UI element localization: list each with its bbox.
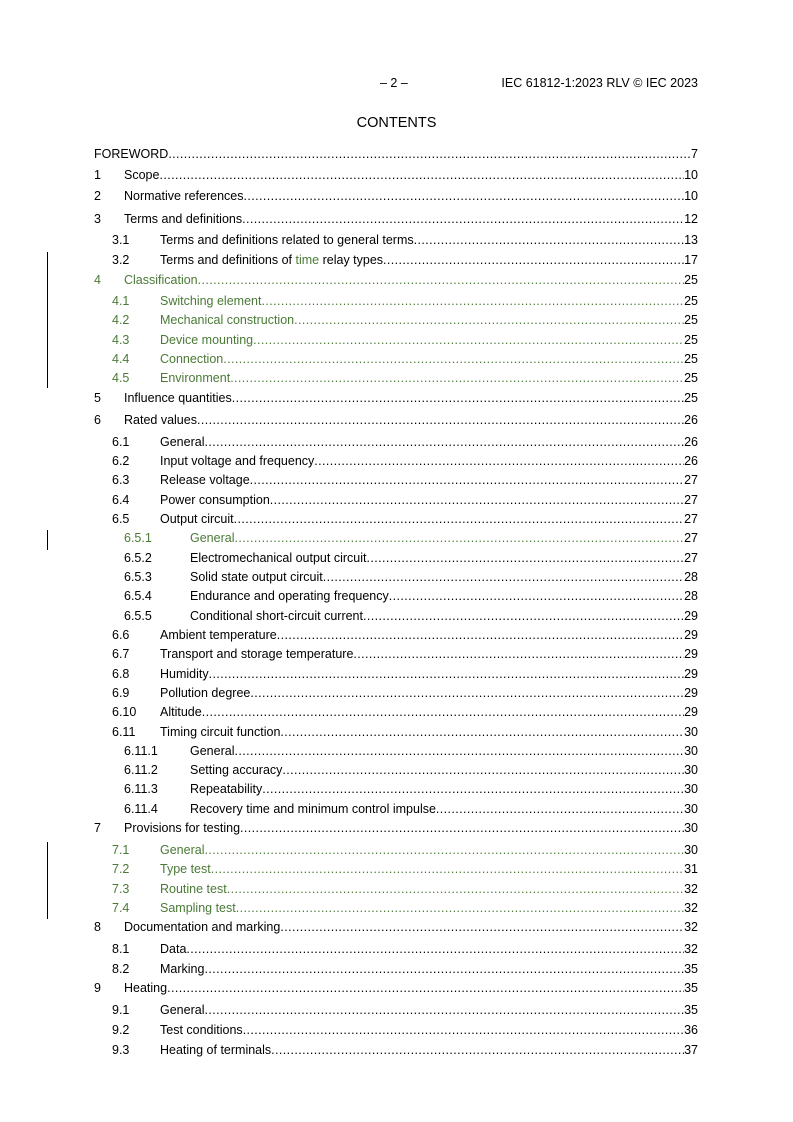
leader-dots — [414, 231, 684, 249]
toc-entry[interactable] — [94, 880, 698, 898]
leader-dots — [234, 529, 684, 547]
toc-entry-title: Recovery time and minimum control impulse — [190, 802, 436, 816]
leader-dots — [253, 331, 684, 349]
leader-dots — [227, 880, 684, 898]
toc-entry-title: Heating — [124, 981, 168, 995]
toc-entry-number: 6.9 — [112, 686, 130, 700]
toc-entry[interactable] — [94, 271, 698, 289]
toc-entry-page: 29 — [684, 647, 698, 661]
leader-dots — [209, 665, 684, 683]
toc-entry-page: 28 — [684, 589, 698, 603]
toc-entry-number: 8.1 — [112, 942, 130, 956]
toc-entry-page: 26 — [684, 413, 698, 427]
toc-entry-title: Provisions for testing — [124, 821, 241, 835]
toc-entry-title: General — [190, 531, 235, 545]
toc-entry-number: 6 — [94, 413, 101, 427]
toc-entry-number: 6.10 — [112, 705, 137, 719]
toc-entry-number: 6.11.3 — [124, 782, 158, 796]
toc-entry[interactable] — [94, 607, 698, 625]
toc-entry[interactable] — [94, 723, 698, 741]
leader-dots — [270, 491, 684, 509]
toc-entry-page: 35 — [684, 1003, 698, 1017]
leader-dots — [250, 684, 684, 702]
toc-entry-title: Timing circuit function — [160, 725, 281, 739]
toc-entry-number: 6.4 — [112, 493, 130, 507]
toc-entry-number: 6.11.4 — [124, 802, 158, 816]
leader-dots — [242, 210, 684, 228]
toc-entry-title: General — [190, 744, 235, 758]
leader-dots — [280, 723, 684, 741]
toc-entry[interactable] — [94, 960, 698, 978]
toc-entry-number: 4.3 — [112, 333, 130, 347]
leader-dots — [197, 411, 684, 429]
leader-dots — [232, 389, 684, 407]
toc-entry-number: 3 — [94, 212, 101, 226]
leader-dots — [168, 145, 691, 163]
toc-entry-page: 27 — [684, 551, 698, 565]
toc-entry-title: Solid state output circuit — [190, 570, 323, 584]
toc-entry-title: Terms and definitions related to general terms — [160, 233, 414, 247]
toc-entry-number: 6.2 — [112, 454, 130, 468]
toc-entry-title — [160, 251, 383, 269]
toc-entry-title: Humidity — [160, 667, 209, 681]
toc-entry-title: Power consumption — [160, 493, 270, 507]
toc-entry-title: Pollution degree — [160, 686, 251, 700]
leader-dots — [204, 433, 684, 451]
toc-entry[interactable] — [94, 800, 698, 818]
toc-entry-number: 9.3 — [112, 1043, 130, 1057]
toc-entry-page: 10 — [684, 189, 698, 203]
toc-entry-title: Rated values — [124, 413, 197, 427]
leader-dots — [230, 369, 684, 387]
leader-dots — [282, 761, 684, 779]
leader-dots — [211, 860, 684, 878]
toc-entry-page: 29 — [684, 705, 698, 719]
toc-entry-number: 4.2 — [112, 313, 130, 327]
toc-entry-title: Device mounting — [160, 333, 254, 347]
toc-entry[interactable] — [94, 231, 698, 249]
toc-entry[interactable] — [94, 819, 698, 837]
toc-entry-page: 30 — [684, 744, 698, 758]
toc-entry-page: 31 — [684, 862, 698, 876]
toc-entry[interactable] — [94, 761, 698, 779]
toc-entry-title-part: relay types — [319, 253, 384, 267]
leader-dots — [236, 899, 684, 917]
toc-entry-page: 26 — [684, 454, 698, 468]
toc-entry-page: 25 — [684, 391, 698, 405]
change-bar — [47, 842, 48, 919]
toc-entry[interactable] — [94, 145, 698, 163]
page-number: – 2 – — [380, 76, 408, 90]
toc-entry[interactable] — [94, 1001, 698, 1019]
toc-entry-number: 6.5.4 — [124, 589, 152, 603]
toc-entry[interactable] — [94, 491, 698, 509]
toc-entry-number: 9.1 — [112, 1003, 130, 1017]
leader-dots — [366, 549, 684, 567]
toc-entry-number: 7 — [94, 821, 101, 835]
toc-entry-title: General — [160, 435, 205, 449]
toc-entry-title: Classification — [124, 273, 198, 287]
toc-entry-title: Marking — [160, 962, 205, 976]
toc-entry-number: 5 — [94, 391, 101, 405]
toc-entry-title: Endurance and operating frequency — [190, 589, 389, 603]
leader-dots — [204, 1001, 684, 1019]
toc-entry[interactable] — [94, 780, 698, 798]
toc-entry[interactable] — [94, 411, 698, 429]
toc-entry-number: 6.8 — [112, 667, 130, 681]
toc-entry-page: 10 — [684, 168, 698, 182]
toc-entry-page: 35 — [684, 981, 698, 995]
toc-entry[interactable] — [94, 940, 698, 958]
toc-entry-title: FOREWORD — [94, 147, 169, 161]
toc-entry-title: Mechanical construction — [160, 313, 295, 327]
toc-entry-number: 8 — [94, 920, 101, 934]
toc-entry-number: 6.11.1 — [124, 744, 158, 758]
leader-dots — [389, 587, 684, 605]
toc-entry-page: 32 — [684, 920, 698, 934]
toc-entry-number: 8.2 — [112, 962, 130, 976]
toc-entry-title: Environment — [160, 371, 231, 385]
leader-dots — [159, 166, 684, 184]
leader-dots — [223, 350, 684, 368]
toc-entry-number: 6.5.1 — [124, 531, 152, 545]
toc-entry-title: Influence quantities — [124, 391, 232, 405]
leader-dots — [198, 271, 684, 289]
toc-entry-title: Data — [160, 942, 187, 956]
toc-entry-page: 36 — [684, 1023, 698, 1037]
toc-entry[interactable] — [94, 292, 698, 310]
toc-entry-title: Altitude — [160, 705, 202, 719]
toc-entry-page: 13 — [684, 233, 698, 247]
toc-entry-page: 25 — [684, 294, 698, 308]
toc-entry-page: 29 — [684, 667, 698, 681]
leader-dots — [353, 645, 684, 663]
toc-entry-page: 30 — [684, 725, 698, 739]
toc-entry-page: 27 — [684, 473, 698, 487]
toc-entry-number: 7.3 — [112, 882, 130, 896]
toc-entry-page: 35 — [684, 962, 698, 976]
standard-reference: IEC 61812-1:2023 RLV © IEC 2023 — [501, 76, 698, 90]
toc-entry-title: Output circuit — [160, 512, 234, 526]
toc-entry-title: Type test — [160, 862, 211, 876]
toc-entry-page: 26 — [684, 435, 698, 449]
leader-dots — [383, 251, 684, 269]
toc-entry-number: 9 — [94, 981, 101, 995]
change-bar — [47, 252, 48, 388]
toc-entry-title: Ambient temperature — [160, 628, 277, 642]
toc-entry-number: 6.5.3 — [124, 570, 152, 584]
leader-dots — [436, 800, 684, 818]
leader-dots — [234, 510, 684, 528]
toc-entry[interactable] — [94, 166, 698, 184]
toc-entry-page: 25 — [684, 371, 698, 385]
toc-entry[interactable] — [94, 645, 698, 663]
toc-entry-number: 4.4 — [112, 352, 130, 366]
toc-entry[interactable] — [94, 350, 698, 368]
toc-entry-number: 4.1 — [112, 294, 130, 308]
toc-entry-title: General — [160, 1003, 205, 1017]
toc-entry-number: 7.4 — [112, 901, 130, 915]
leader-dots — [240, 819, 684, 837]
toc-entry-title: Setting accuracy — [190, 763, 283, 777]
toc-entry-number: 6.11.2 — [124, 763, 158, 777]
toc-entry[interactable] — [94, 389, 698, 407]
toc-entry[interactable] — [94, 587, 698, 605]
leader-dots — [277, 626, 684, 644]
toc-entry[interactable] — [94, 433, 698, 451]
toc-entry[interactable] — [94, 918, 698, 936]
toc-entry[interactable] — [94, 742, 698, 760]
toc-entry-number: 3.2 — [112, 253, 130, 267]
toc-entry[interactable] — [94, 684, 698, 702]
leader-dots — [323, 568, 684, 586]
toc-entry[interactable] — [94, 471, 698, 489]
toc-entry[interactable] — [94, 311, 698, 329]
toc-entry-page: 7 — [691, 147, 698, 161]
toc-entry-page: 12 — [684, 212, 698, 226]
toc-entry[interactable] — [94, 899, 698, 917]
toc-entry-number: 9.2 — [112, 1023, 130, 1037]
toc-entry-number: 4 — [94, 273, 101, 287]
toc-entry-title: Sampling test — [160, 901, 236, 915]
toc-entry-page: 32 — [684, 942, 698, 956]
leader-dots — [204, 841, 684, 859]
toc-entry-title: Heating of terminals — [160, 1043, 272, 1057]
toc-entry[interactable] — [94, 841, 698, 859]
leader-dots — [271, 1041, 684, 1059]
toc-entry-page: 32 — [684, 901, 698, 915]
page-header — [94, 76, 698, 92]
toc-entry-page: 28 — [684, 570, 698, 584]
leader-dots — [363, 607, 684, 625]
leader-dots — [167, 979, 684, 997]
toc-entry-page: 30 — [684, 843, 698, 857]
toc-entry[interactable] — [94, 549, 698, 567]
toc-entry[interactable] — [94, 187, 698, 205]
toc-entry-page: 25 — [684, 273, 698, 287]
toc-entry-page: 32 — [684, 882, 698, 896]
toc-entry-number: 2 — [94, 189, 101, 203]
leader-dots — [243, 1021, 684, 1039]
leader-dots — [186, 940, 684, 958]
toc-entry-page: 25 — [684, 313, 698, 327]
toc-entry[interactable] — [94, 251, 698, 269]
toc-entry-page: 30 — [684, 802, 698, 816]
leader-dots — [250, 471, 684, 489]
toc-entry[interactable] — [94, 626, 698, 644]
toc-entry-number: 7.2 — [112, 862, 130, 876]
toc-entry-title-part: Terms and definitions of — [160, 253, 296, 267]
toc-entry-number: 6.6 — [112, 628, 130, 642]
toc-entry-title: Connection — [160, 352, 224, 366]
toc-entry[interactable] — [94, 369, 698, 387]
toc-entry[interactable] — [94, 665, 698, 683]
leader-dots — [314, 452, 684, 470]
toc-entry-page: 37 — [684, 1043, 698, 1057]
page-title: CONTENTS — [356, 115, 437, 131]
toc-entry[interactable] — [94, 210, 698, 228]
change-bar — [47, 530, 48, 550]
toc-entry[interactable] — [94, 703, 698, 721]
toc-entry-number: 4.5 — [112, 371, 130, 385]
toc-entry-title: Normative references — [124, 189, 244, 203]
toc-entry[interactable] — [94, 568, 698, 586]
toc-entry-number: 6.5.2 — [124, 551, 152, 565]
toc-entry-number: 6.11 — [112, 725, 136, 739]
leader-dots — [280, 918, 684, 936]
toc-entry-page: 25 — [684, 333, 698, 347]
leader-dots — [204, 960, 684, 978]
toc-entry-page: 27 — [684, 493, 698, 507]
toc-entry-number: 3.1 — [112, 233, 130, 247]
leader-dots — [262, 780, 684, 798]
toc-entry-page: 30 — [684, 763, 698, 777]
leader-dots — [294, 311, 684, 329]
toc-entry-number: 6.5 — [112, 512, 130, 526]
toc-entry-title: Documentation and marking — [124, 920, 281, 934]
toc-entry-page: 29 — [684, 686, 698, 700]
toc-entry-title: Switching element — [160, 294, 262, 308]
toc-entry-page: 17 — [684, 253, 698, 267]
toc-entry-number: 6.7 — [112, 647, 130, 661]
toc-entry-page: 30 — [684, 821, 698, 835]
toc-entry[interactable] — [94, 452, 698, 470]
toc-entry-page: 29 — [684, 609, 698, 623]
toc-entry-number: 6.3 — [112, 473, 130, 487]
toc-entry-number: 6.5.5 — [124, 609, 152, 623]
toc-entry-page: 25 — [684, 352, 698, 366]
toc-entry-page: 27 — [684, 531, 698, 545]
toc-entry-title: Terms and definitions — [124, 212, 243, 226]
toc-entry[interactable] — [94, 529, 698, 547]
toc-entry-page: 27 — [684, 512, 698, 526]
toc-entry[interactable] — [94, 331, 698, 349]
toc-entry-title: Input voltage and frequency — [160, 454, 315, 468]
changed-text: time — [295, 253, 320, 267]
toc-entry[interactable] — [94, 510, 698, 528]
toc-entry-title: General — [160, 843, 205, 857]
toc-entry[interactable] — [94, 1021, 698, 1039]
leader-dots — [202, 703, 684, 721]
toc-entry-title: Routine test — [160, 882, 227, 896]
leader-dots — [244, 187, 685, 205]
toc-entry-title: Electromechanical output circuit — [190, 551, 367, 565]
toc-entry-title: Release voltage — [160, 473, 250, 487]
toc-entry-title: Repeatability — [190, 782, 263, 796]
toc-entry-page: 29 — [684, 628, 698, 642]
toc-entry-number: 1 — [94, 168, 101, 182]
toc-entry-title: Scope — [124, 168, 160, 182]
toc-entry[interactable] — [94, 860, 698, 878]
toc-entry[interactable] — [94, 1041, 698, 1059]
toc-entry-page: 30 — [684, 782, 698, 796]
toc-entry[interactable] — [94, 979, 698, 997]
leader-dots — [261, 292, 684, 310]
toc-entry-number: 6.1 — [112, 435, 130, 449]
toc-entry-title: Transport and storage temperature — [160, 647, 354, 661]
toc-entry-number: 7.1 — [112, 843, 130, 857]
toc-entry-title: Conditional short-circuit current — [190, 609, 363, 623]
leader-dots — [234, 742, 684, 760]
toc-entry-title: Test conditions — [160, 1023, 243, 1037]
